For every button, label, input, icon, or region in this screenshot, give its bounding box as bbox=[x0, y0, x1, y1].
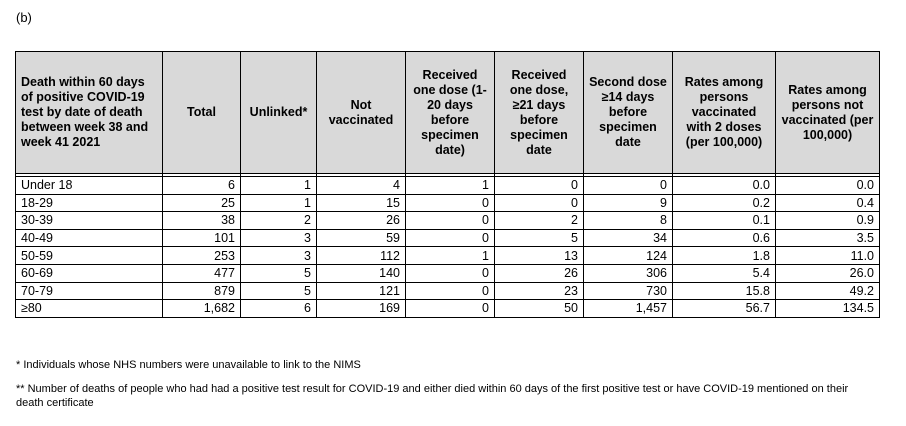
table-cell: 0.6 bbox=[673, 229, 776, 247]
table-cell: 306 bbox=[584, 264, 673, 282]
table-cell: 0 bbox=[495, 194, 584, 212]
col-header-death-window: Death within 60 days of positive COVID-19 test by date of death between week 38 and week 41 2021 bbox=[16, 52, 163, 174]
table-cell: 34 bbox=[584, 229, 673, 247]
table-cell: 0.9 bbox=[776, 212, 880, 230]
table-cell: 134.5 bbox=[776, 300, 880, 318]
table-cell: 253 bbox=[163, 247, 241, 265]
col-header-one-dose-21plus: Received one dose, ≥21 days before specimen date bbox=[495, 52, 584, 174]
row-age-group: 18-29 bbox=[16, 194, 163, 212]
table-cell: 879 bbox=[163, 282, 241, 300]
table-cell: 15 bbox=[317, 194, 406, 212]
table-cell: 9 bbox=[584, 194, 673, 212]
footnote-deaths-definition: ** Number of deaths of people who had had a positive test result for COVID-19 and either died within 60 days of the first positive test or have COVID-19 mentioned on their death certificate bbox=[16, 383, 849, 409]
table-cell: 101 bbox=[163, 229, 241, 247]
table-cell: 0.4 bbox=[776, 194, 880, 212]
table-cell: 5.4 bbox=[673, 264, 776, 282]
table-cell: 1,682 bbox=[163, 300, 241, 318]
vaccination-deaths-table bbox=[15, 51, 880, 318]
table-cell: 0.0 bbox=[673, 177, 776, 195]
table-cell: 0 bbox=[406, 300, 495, 318]
table-cell: 3.5 bbox=[776, 229, 880, 247]
section-label: (b) bbox=[16, 10, 32, 25]
table-cell: 26 bbox=[495, 264, 584, 282]
table-cell: 0 bbox=[406, 264, 495, 282]
col-header-unlinked: Unlinked* bbox=[241, 52, 317, 174]
table-cell: 4 bbox=[317, 177, 406, 195]
table-cell: 0.1 bbox=[673, 212, 776, 230]
table-cell: 1 bbox=[241, 194, 317, 212]
table-row bbox=[16, 229, 880, 247]
table-cell: 0 bbox=[495, 177, 584, 195]
table-row bbox=[16, 212, 880, 230]
row-age-group: 40-49 bbox=[16, 229, 163, 247]
row-age-group: 50-59 bbox=[16, 247, 163, 265]
table-header-row bbox=[16, 52, 880, 174]
table-cell: 49.2 bbox=[776, 282, 880, 300]
table-cell: 124 bbox=[584, 247, 673, 265]
table-cell: 1 bbox=[406, 177, 495, 195]
table-cell: 5 bbox=[495, 229, 584, 247]
table-cell: 26 bbox=[317, 212, 406, 230]
table-cell: 25 bbox=[163, 194, 241, 212]
table-cell: 121 bbox=[317, 282, 406, 300]
table-cell: 1 bbox=[241, 177, 317, 195]
table-cell: 112 bbox=[317, 247, 406, 265]
col-header-second-dose: Second dose ≥14 days before specimen date bbox=[584, 52, 673, 174]
table-row bbox=[16, 177, 880, 195]
row-age-group: ≥80 bbox=[16, 300, 163, 318]
table-cell: 5 bbox=[241, 264, 317, 282]
table-cell: 6 bbox=[241, 300, 317, 318]
table-row bbox=[16, 300, 880, 318]
table-cell: 59 bbox=[317, 229, 406, 247]
table-row bbox=[16, 264, 880, 282]
table-cell: 50 bbox=[495, 300, 584, 318]
table-cell: 0 bbox=[406, 212, 495, 230]
table-cell: 0 bbox=[406, 229, 495, 247]
row-age-group: Under 18 bbox=[16, 177, 163, 195]
table-row bbox=[16, 282, 880, 300]
table-cell: 3 bbox=[241, 247, 317, 265]
table-cell: 1,457 bbox=[584, 300, 673, 318]
col-header-rate-not-vaccinated: Rates among persons not vaccinated (per 100,000) bbox=[776, 52, 880, 174]
table-cell: 5 bbox=[241, 282, 317, 300]
table-cell: 56.7 bbox=[673, 300, 776, 318]
table-cell: 13 bbox=[495, 247, 584, 265]
col-header-not-vaccinated: Not vaccinated bbox=[317, 52, 406, 174]
table-cell: 15.8 bbox=[673, 282, 776, 300]
row-age-group: 70-79 bbox=[16, 282, 163, 300]
table-cell: 0.2 bbox=[673, 194, 776, 212]
row-age-group: 30-39 bbox=[16, 212, 163, 230]
table-cell: 140 bbox=[317, 264, 406, 282]
table-cell: 2 bbox=[495, 212, 584, 230]
table-cell: 730 bbox=[584, 282, 673, 300]
table-cell: 11.0 bbox=[776, 247, 880, 265]
table-cell: 0 bbox=[406, 282, 495, 300]
table-cell: 2 bbox=[241, 212, 317, 230]
col-header-one-dose-1-20: Received one dose (1-20 days before specimen date) bbox=[406, 52, 495, 174]
table-cell: 1 bbox=[406, 247, 495, 265]
table-row bbox=[16, 247, 880, 265]
table-cell: 6 bbox=[163, 177, 241, 195]
table-row bbox=[16, 194, 880, 212]
table-cell: 0 bbox=[406, 194, 495, 212]
table-cell: 26.0 bbox=[776, 264, 880, 282]
table-cell: 23 bbox=[495, 282, 584, 300]
table-cell: 0 bbox=[584, 177, 673, 195]
table-cell: 477 bbox=[163, 264, 241, 282]
footnote-unlinked: * Individuals whose NHS numbers were unavailable to link to the NIMS bbox=[16, 359, 361, 371]
col-header-total: Total bbox=[163, 52, 241, 174]
table-cell: 169 bbox=[317, 300, 406, 318]
table-cell: 1.8 bbox=[673, 247, 776, 265]
table-cell: 38 bbox=[163, 212, 241, 230]
row-age-group: 60-69 bbox=[16, 264, 163, 282]
table-cell: 3 bbox=[241, 229, 317, 247]
table-cell: 0.0 bbox=[776, 177, 880, 195]
col-header-rate-vaccinated: Rates among persons vaccinated with 2 doses (per 100,000) bbox=[673, 52, 776, 174]
table-cell: 8 bbox=[584, 212, 673, 230]
